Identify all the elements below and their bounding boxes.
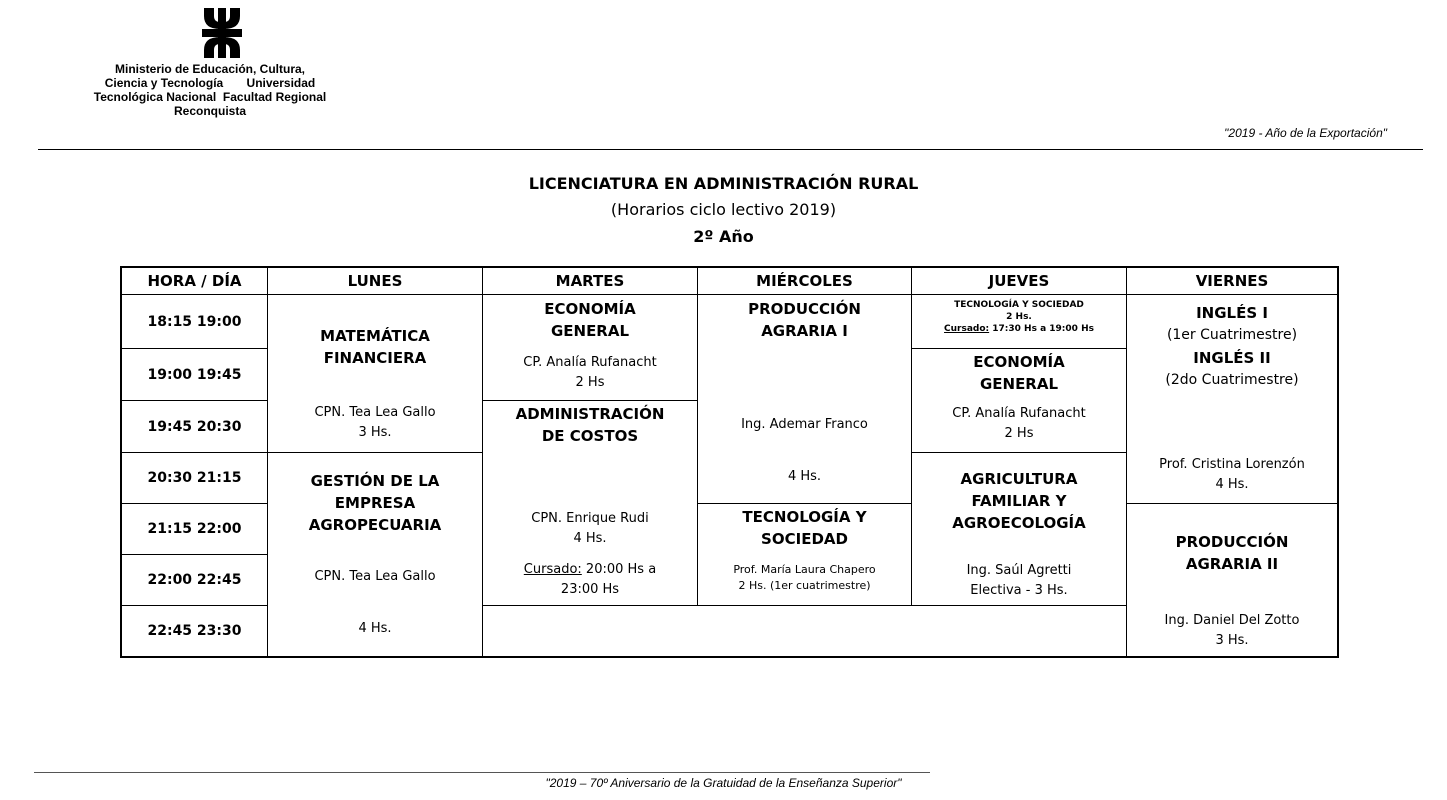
subject-name: AGRARIA II (1185, 555, 1279, 573)
schedule-table (120, 266, 1339, 658)
subject-name: GENERAL (550, 322, 630, 340)
utn-logo (196, 8, 248, 58)
subject-name: GESTIÓN DE LA (310, 472, 440, 490)
page-subtitle: (Horarios ciclo lectivo 2019) (610, 200, 837, 219)
subject-name: FINANCIERA (323, 349, 427, 367)
professor-name: CPN. Enrique Rudi (531, 511, 649, 526)
semester-note: (2do Cuatrimestre) (1165, 372, 1299, 388)
hours: Electiva - 3 Hs. (970, 583, 1068, 598)
class-administracion-costos (483, 401, 698, 606)
subject-name: MATEMÁTICA (320, 327, 430, 345)
hours: 3 Hs. (1215, 633, 1249, 648)
page-title: LICENCIATURA EN ADMINISTRACIÓN RURAL (528, 174, 919, 193)
professor-name: Prof. Cristina Lorenzón (1159, 457, 1305, 472)
class-tecnologia-sociedad-miercoles (698, 504, 912, 606)
header-divider (38, 149, 1423, 150)
class-agricultura-familiar (912, 453, 1127, 606)
subject-name: ECONOMÍA (544, 300, 636, 318)
subject-name: ADMINISTRACIÓN (515, 405, 665, 423)
motto-top: "2019 - Año de la Exportación" (1224, 126, 1387, 140)
professor-name: Ing. Saúl Agretti (966, 563, 1072, 578)
professor-name: Prof. María Laura Chapero (733, 563, 876, 576)
institution-line-4: Reconquista (173, 104, 246, 118)
professor-name: CP. Analía Rufanacht (952, 406, 1086, 421)
class-ingles (1127, 295, 1337, 504)
class-produccion-agraria-ii (1127, 504, 1337, 656)
professor-name: CPN. Tea Lea Gallo (314, 569, 436, 584)
schedule-note (912, 323, 1126, 335)
cursado-time-end: 23:00 Hs (560, 582, 620, 597)
time-slot: 21:15 22:00 (122, 504, 268, 555)
time-slot: 20:30 21:15 (122, 453, 268, 504)
time-slot: 22:45 23:30 (122, 606, 268, 656)
class-economia-general-jueves (912, 349, 1127, 453)
hours: 2 Hs (575, 375, 605, 390)
subject-name: EMPRESA (334, 494, 416, 512)
class-produccion-agraria-i (698, 295, 912, 504)
hours: 4 Hs. (787, 469, 822, 484)
time-slot: 19:45 20:30 (122, 401, 268, 453)
cursado-time: 20:00 Hs a (581, 562, 657, 577)
hours: 4 Hs. (573, 531, 607, 546)
professor-name: CPN. Tea Lea Gallo (314, 405, 436, 420)
time-slot: 19:00 19:45 (122, 349, 268, 401)
subject-name: TECNOLOGÍA Y (742, 508, 867, 526)
subject-name: INGLÉS II (1193, 349, 1271, 367)
hours: 4 Hs. (1215, 477, 1249, 492)
professor-name: CP. Analía Rufanacht (523, 355, 657, 370)
class-tecnologia-sociedad-jueves (912, 295, 1127, 349)
hours: 2 Hs (1004, 426, 1034, 441)
class-gestion-empresa (268, 453, 483, 656)
time-slot: 18:15 19:00 (122, 295, 268, 349)
header-martes: MARTES (483, 268, 698, 295)
time-slot: 22:00 22:45 (122, 555, 268, 606)
header-jueves: JUEVES (912, 268, 1127, 295)
header-lunes: LUNES (268, 268, 483, 295)
subject-name: ECONOMÍA (973, 353, 1065, 371)
footer-divider (34, 772, 930, 773)
subject-name: TECNOLOGÍA Y SOCIEDAD (954, 300, 1084, 310)
institution-name (40, 62, 380, 118)
header-viernes: VIERNES (1127, 268, 1337, 295)
header-hora-dia: HORA / DÍA (122, 268, 268, 295)
year-label: 2º Año (693, 227, 754, 246)
schedule-note (483, 560, 697, 580)
professor-name: Ing. Ademar Franco (741, 417, 868, 432)
empty-cell (483, 606, 1127, 656)
class-matematica-financiera (268, 295, 483, 453)
hours: 4 Hs. (358, 621, 392, 636)
hours: 2 Hs. (1er cuatrimestre) (738, 579, 871, 592)
semester-note: (1er Cuatrimestre) (1166, 327, 1298, 343)
motto-bottom: "2019 – 70º Aniversario de la Gratuidad de la Enseñanza Superior" (545, 776, 902, 790)
subject-name: DE COSTOS (541, 427, 639, 445)
cursado-label: Cursado: (523, 562, 582, 577)
class-economia-general-martes (483, 295, 698, 401)
cursado-label: Cursado: (944, 324, 990, 334)
cursado-time: 17:30 Hs a 19:00 Hs (989, 324, 1094, 334)
subject-name: SOCIEDAD (761, 530, 848, 548)
subject-name: PRODUCCIÓN (1175, 533, 1289, 551)
subject-name: AGRARIA I (761, 322, 848, 340)
hours: 3 Hs. (358, 425, 392, 440)
professor-name: Ing. Daniel Del Zotto (1164, 613, 1300, 628)
subject-name: GENERAL (979, 375, 1059, 393)
institution-line-1: Ministerio de Educación, Cultura, (114, 62, 306, 76)
header-miercoles: MIÉRCOLES (698, 268, 912, 295)
subject-name: AGROPECUARIA (308, 516, 442, 534)
institution-line-2: Ciencia y Tecnología Universidad (104, 76, 316, 90)
hours: 2 Hs. (1006, 312, 1032, 322)
subject-name: AGRICULTURA (960, 470, 1078, 488)
institution-line-3: Tecnológica Nacional Facultad Regional (93, 90, 327, 104)
subject-name: INGLÉS I (1196, 304, 1268, 322)
subject-name: PRODUCCIÓN (748, 300, 861, 318)
subject-name: AGROECOLOGÍA (952, 514, 1086, 532)
subject-name: FAMILIAR Y (971, 492, 1067, 510)
